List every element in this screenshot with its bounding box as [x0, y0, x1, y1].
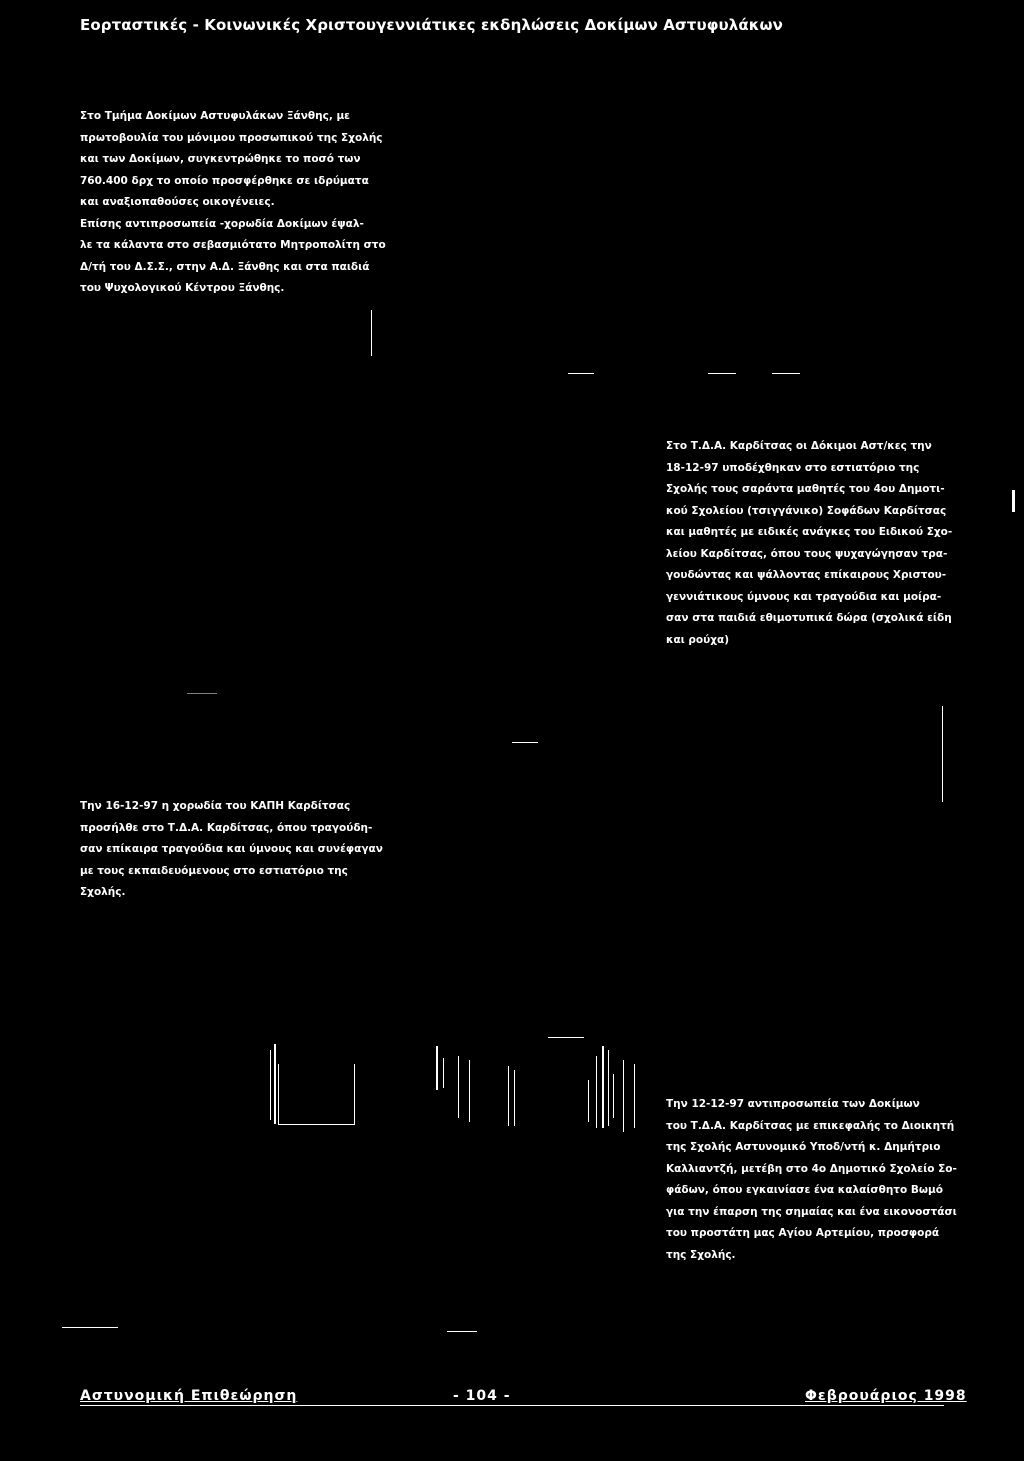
article-line: λείου Καρδίτσας, όπου τους ψυχαγώγησαν τρα-	[666, 547, 948, 560]
article-line: Στο Τμήμα Δοκίμων Αστυφυλάκων Ξάνθης, με	[80, 110, 351, 122]
photo-frame-line	[278, 1064, 279, 1124]
article-line: φάδων, όπου εγκαινίασε ένα καλαίσθητο Βωμό	[666, 1184, 943, 1196]
article-line: κού Σχολείου (τσιγγάνικο) Σοφάδων Καρδίτσας	[666, 504, 947, 517]
article-line: Στο Τ.Δ.Α. Καρδίτσας οι Δόκιμοι Αστ/κες την	[666, 440, 932, 452]
article-line: Την 16-12-97 η χορωδία του ΚΑΠΗ Καρδίτσας	[80, 800, 351, 812]
footer-publication: Αστυνομική Επιθεώρηση	[80, 1388, 298, 1404]
article-kapi-choir	[80, 796, 383, 904]
article-line: λε τα κάλαντα στο σεβασμιότατο Μητροπολίτη στο	[80, 239, 386, 251]
photo-frame-line	[708, 373, 736, 374]
article-line: του Ψυχολογικού Κέντρου Ξάνθης.	[80, 282, 285, 294]
article-line: Σχολής.	[80, 886, 126, 898]
footer-page-number: - 104 -	[453, 1388, 511, 1404]
article-karditsa-students	[666, 436, 952, 651]
photo-frame-line	[458, 1056, 459, 1118]
photo-frame-line	[613, 1074, 614, 1118]
photo-frame-line	[354, 1064, 355, 1125]
photo-frame-line	[512, 742, 538, 743]
photo-frame-line	[274, 1044, 276, 1124]
photo-frame-line	[278, 1124, 354, 1125]
footer-rule	[80, 1405, 944, 1406]
article-line: Δ/τή του Δ.Σ.Σ., στην Α.Δ. Ξάνθης και στα παιδιά	[80, 260, 370, 273]
footer-date: Φεβρουάριος 1998	[805, 1388, 967, 1404]
article-altar-inauguration	[666, 1094, 957, 1266]
article-line: με τους εκπαιδευόμενους στο εστιατόριο της	[80, 864, 348, 877]
article-line: 18-12-97 υποδέχθηκαν στο εστιατόριο της	[666, 461, 920, 474]
article-line: του προστάτη μας Αγίου Αρτεμίου, προσφορά	[666, 1227, 940, 1239]
photo-frame-line	[443, 1058, 444, 1088]
article-donation	[80, 106, 386, 300]
article-line: σαν επίκαιρα τραγούδια και ύμνους και συνέφαγαν	[80, 843, 383, 855]
article-line: και μαθητές με ειδικές ανάγκες του Ειδικού Σχο-	[666, 526, 953, 538]
photo-frame-line	[187, 693, 217, 694]
page-title: Εορταστικές - Κοινωνικές Χριστουγεννιάτικες εκδηλώσεις Δοκίμων Αστυφυλάκων	[80, 16, 783, 34]
article-line: γουδώντας και ψάλλοντας επίκαιρους Χριστου-	[666, 569, 947, 581]
photo-frame-line	[469, 1060, 470, 1122]
photo-frame-line	[1012, 490, 1015, 512]
photo-frame-line	[568, 373, 594, 374]
article-line: και των Δοκίμων, συγκεντρώθηκε το ποσό των	[80, 153, 361, 165]
article-line: του Τ.Δ.Α. Καρδίτσας με επικεφαλής το Διοικητή	[666, 1119, 955, 1132]
photo-frame-line	[623, 1060, 624, 1132]
photo-frame-line	[942, 706, 943, 802]
photo-frame-line	[602, 1046, 604, 1128]
article-line: σαν στα παιδιά εθιμοτυπικά δώρα (σχολικά είδη	[666, 612, 952, 624]
photo-frame-line	[548, 1037, 584, 1038]
article-line: Την 12-12-97 αντιπροσωπεία των Δοκίμων	[666, 1098, 920, 1110]
photo-frame-line	[514, 1070, 515, 1126]
article-line: γεννιάτικους ύμνους και τραγούδια και μοίρα-	[666, 590, 942, 603]
article-line: της Σχολής Αστυνομικό Υποδ/ντή κ. Δημήτριο	[666, 1141, 941, 1153]
photo-frame-line	[596, 1056, 597, 1128]
photo-frame-line	[608, 1050, 609, 1126]
photo-frame-line	[270, 1050, 271, 1120]
photo-frame-line	[508, 1066, 509, 1126]
article-line: 760.400 δρχ το οποίο προσφέρθηκε σε ιδρύματα	[80, 174, 369, 187]
photo-frame-line	[588, 1080, 589, 1122]
article-line: προσήλθε στο Τ.Δ.Α. Καρδίτσας, όπου τραγούδη-	[80, 821, 373, 834]
article-line: πρωτοβουλία του μόνιμου προσωπικού της Σχολής	[80, 131, 383, 144]
article-line: και ρούχα)	[666, 633, 730, 646]
article-line: Σχολής τους σαράντα μαθητές του 4ου Δημοτι-	[666, 483, 945, 495]
article-line: Καλλιαντζή, μετέβη στο 4ο Δημοτικό Σχολείο Σο-	[666, 1162, 957, 1175]
photo-frame-line	[772, 373, 800, 374]
article-line: για την έπαρση της σημαίας και ένα εικονοστάσι	[666, 1205, 957, 1218]
photo-frame-line	[371, 310, 372, 356]
photo-frame-line	[634, 1064, 635, 1128]
photo-frame-line	[436, 1046, 438, 1090]
photo-frame-line	[62, 1327, 118, 1328]
photo-frame-line	[447, 1331, 477, 1332]
article-line: και αναξιοπαθούσες οικογένειες.	[80, 196, 275, 208]
article-line: της Σχολής.	[666, 1248, 736, 1261]
article-line: Επίσης αντιπροσωπεία -χορωδία Δοκίμων έψαλ-	[80, 217, 364, 230]
